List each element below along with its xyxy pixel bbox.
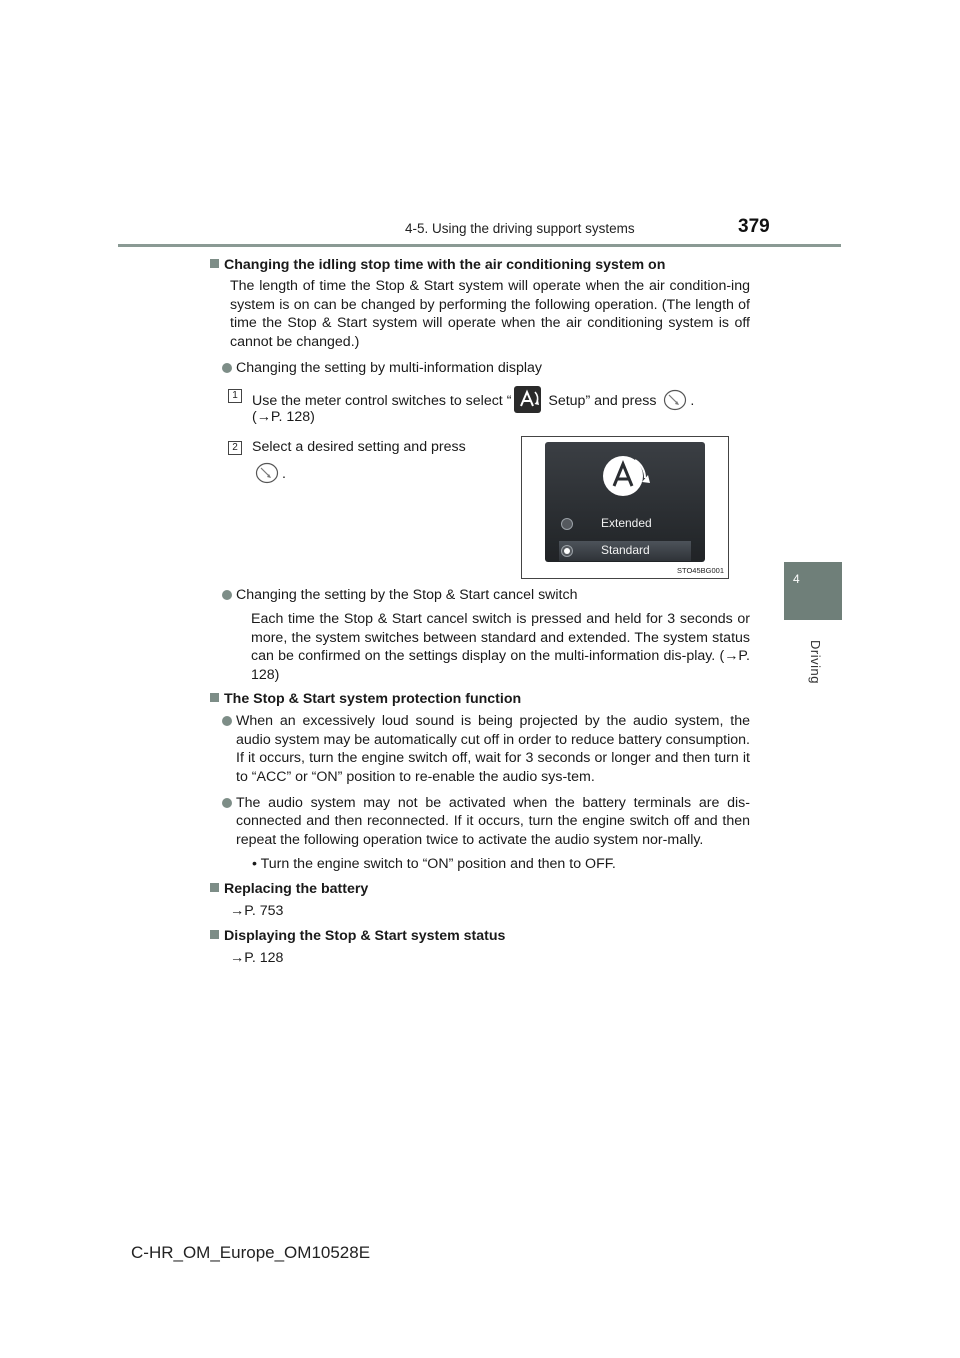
idling-body: The length of time the Stop & Start system will operate when the air condition-ing system is on can be changed by performing the following operation. (The length of time the Stop & Start system will operate when the air conditioning system is off cannot be changed.) xyxy=(230,278,750,350)
radio-selected-icon xyxy=(561,545,573,557)
main-content-lower xyxy=(210,582,750,973)
square-marker-icon xyxy=(210,930,219,939)
figure-code: STO45BG001 xyxy=(677,566,724,575)
header-rule xyxy=(118,244,841,247)
cancel-switch-body: Each time the Stop & Start cancel switch is pressed and held for 3 seconds or more, the system switches between standard and extended. The system status can be confirmed on the settings display on the multi-information dis-play. (→P. 128) xyxy=(251,611,750,683)
square-marker-icon xyxy=(210,693,219,702)
square-marker-icon xyxy=(210,259,219,268)
multi-info-screen xyxy=(545,442,705,562)
chapter-tab-label xyxy=(784,620,842,720)
battery-ref-link[interactable]: →P. 753 xyxy=(230,903,284,920)
bullet-battery-terminals: The audio system may not be activated when the battery terminals are dis-connected and then reconnected. If it occurs, turn the engine switch off and then repeat the following operation twice to activate the audio system nor-mally. xyxy=(222,794,750,849)
option-extended[interactable]: Extended xyxy=(559,514,691,534)
chapter-number: 4 xyxy=(793,572,800,586)
bullet-multi-info: Changing the setting by multi-information display xyxy=(222,359,750,377)
status-ref-link[interactable]: →P. 128 xyxy=(230,949,284,966)
heading-protection: The Stop & Start system protection function xyxy=(210,690,750,708)
meter-switch-icon xyxy=(663,389,687,411)
bullet-dot-icon xyxy=(222,590,232,600)
chapter-label: Driving xyxy=(808,640,823,684)
radio-icon xyxy=(561,518,573,530)
bullet-dot-icon xyxy=(222,798,232,808)
setup-auto-icon xyxy=(595,448,655,504)
chapter-tab[interactable] xyxy=(784,562,842,620)
page-number: 379 xyxy=(738,216,770,237)
sub-bullet-engine-switch: • Turn the engine switch to “ON” position and then to OFF. xyxy=(252,856,616,873)
step-1-ref: (→P. 128) xyxy=(252,409,315,425)
meter-switch-icon xyxy=(255,462,279,484)
setup-auto-icon xyxy=(514,386,541,413)
heading-status: Displaying the Stop & Start system status xyxy=(210,927,750,945)
settings-display-figure xyxy=(521,436,729,579)
bullet-dot-icon xyxy=(222,716,232,726)
step-number: 1 xyxy=(228,389,242,403)
bullet-cancel-switch: Changing the setting by the Stop & Start cancel switch xyxy=(222,586,750,604)
square-marker-icon xyxy=(210,883,219,892)
step-number: 2 xyxy=(228,441,242,455)
document-footer: C-HR_OM_Europe_OM10528E xyxy=(131,1243,371,1262)
bullet-dot-icon xyxy=(222,363,232,373)
bullet-loud-sound: When an excessively loud sound is being projected by the audio system, the audio system may be automatically cut off in order to reduce battery consumption. If it occurs, turn the engine switch off, wait for 3 seconds or longer and then turn it to “ACC” or “ON” position to re-enable the audio sys-tem. xyxy=(222,712,750,786)
heading-idling: Changing the idling stop time with the air conditioning system on xyxy=(210,256,750,274)
heading-battery: Replacing the battery xyxy=(210,880,750,898)
section-title: 4-5. Using the driving support systems xyxy=(405,221,635,236)
option-standard[interactable]: Standard xyxy=(559,541,691,561)
main-content xyxy=(210,256,750,383)
